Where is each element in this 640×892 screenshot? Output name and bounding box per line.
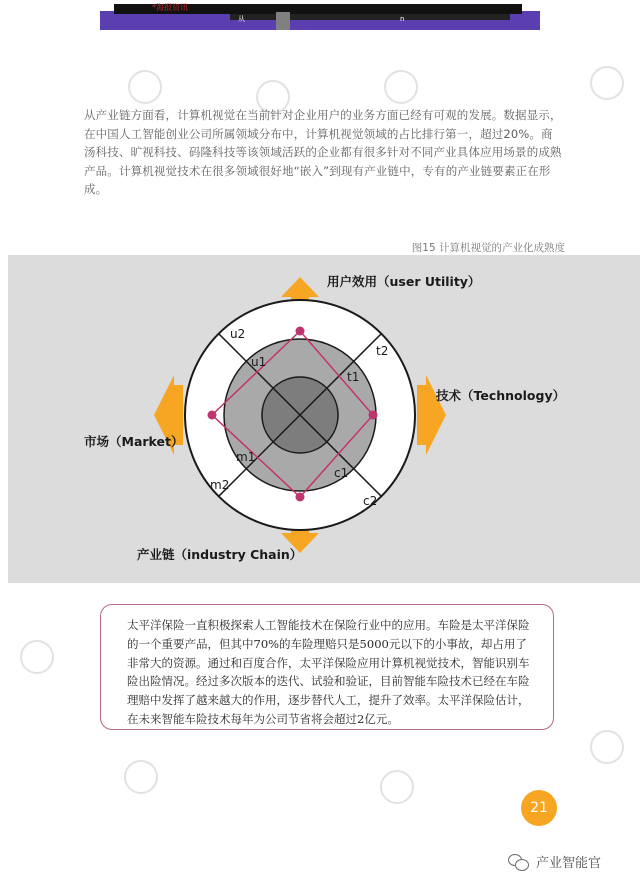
axis-label-left: 市场（Market） [84, 434, 184, 449]
label-c2: c2 [363, 494, 378, 508]
axis-label-bottom: 产业链（industry Chain） [137, 547, 303, 562]
wechat-footer [508, 852, 601, 871]
watermark-seal [590, 730, 624, 764]
intro-text: 从产业链方面看，计算机视觉在当前针对企业用户的业务方面已经有可观的发展。数据显示，在中国人工智能创业公司所属领域分布中，计算机视觉领域的占比排行第一，超过20%。商汤科技、旷视科技、码隆科技等该领域活跃的企业都有很多针对不同产业具体应用场景的成熟产品。计算机视觉技术在很多领域很好地“嵌入”到现有产业链中，专有的产业链要素正在形成。 [84, 108, 562, 197]
banner-sub-suffix: n [400, 15, 405, 23]
watermark-seal [124, 760, 158, 794]
figure-caption: 图15 计算机视觉的产业化成熟度 [411, 242, 565, 254]
axis-label-top: 用户效用（user Utility） [327, 274, 481, 289]
polygon-vertex [296, 327, 305, 336]
top-banner [100, 0, 540, 30]
polygon-vertex [369, 411, 378, 420]
label-c1: c1 [334, 466, 349, 480]
watermark-seal [128, 70, 162, 104]
label-m2: m2 [210, 478, 230, 492]
label-t2: t2 [376, 344, 389, 358]
polygon-vertex [296, 493, 305, 502]
watermark-seal [384, 70, 418, 104]
watermark-seal [380, 770, 414, 804]
wechat-account-name: 产业智能官 [536, 856, 602, 871]
label-m1: m1 [236, 450, 256, 464]
label-t1: t1 [347, 370, 360, 384]
watermark-seal [590, 66, 624, 100]
banner-red-text: *海报资讯 [152, 3, 188, 12]
polygon-vertex [208, 411, 217, 420]
case-study-text: 太平洋保险一直积极探索人工智能技术在保险行业中的应用。车险是太平洋保险的一个重要产品，但其中70%的车险理赔只是5000元以下的小事故，却占用了非常大的资源。通过和百度合作，太平洋保险应用计算机视觉技术，智能识别车险出险情况。经过多次版本的迭代、试验和验证，目前智能车险技术已经在车险理赔中发挥了越来越大的作用，逐步替代人工，提升了效率。太平洋保险估计，在未来智能车险技术每年为公司节省将会超过2亿元。 [127, 618, 530, 726]
banner-gray-block [276, 12, 290, 30]
banner-redaction-2 [230, 14, 510, 20]
axis-label-right: 技术（Technology） [436, 388, 566, 403]
label-u1: u1 [251, 355, 267, 369]
banner-sub-prefix: 从 [238, 15, 245, 23]
intro-paragraph [84, 106, 564, 199]
arrow-right-icon [417, 375, 446, 455]
page-number: 21 [521, 790, 557, 826]
wechat-icon [508, 854, 530, 870]
maturity-diagram [0, 255, 640, 583]
case-study-box [100, 604, 554, 730]
label-u2: u2 [230, 327, 246, 341]
watermark-seal [20, 640, 54, 674]
